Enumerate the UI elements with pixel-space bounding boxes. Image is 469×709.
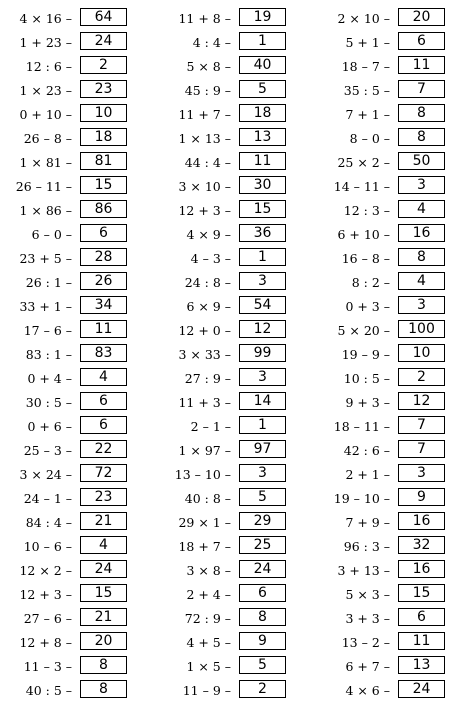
problem-row — [0, 224, 150, 248]
problem-row — [0, 32, 150, 56]
problem-row — [0, 104, 150, 128]
answer-box: 26 — [80, 272, 127, 290]
problem-expression: 17 – 6 – — [23, 323, 72, 338]
answer-box: 8 — [398, 128, 445, 146]
problem-expression: 8 – 0 – — [349, 131, 390, 146]
problem-expression: 4 × 6 – — [345, 683, 390, 698]
answer-box: 6 — [398, 32, 445, 50]
problem-row — [318, 608, 468, 632]
answer-box: 3 — [239, 464, 286, 482]
problem-expression: 18 – 7 – — [341, 59, 390, 74]
problem-row — [159, 176, 309, 200]
problem-expression: 40 : 8 – — [184, 491, 231, 506]
problem-expression: 5 × 8 – — [186, 59, 231, 74]
problem-row — [159, 392, 309, 416]
answer-box: 16 — [398, 560, 445, 578]
problem-row — [0, 368, 150, 392]
answer-box: 50 — [398, 152, 445, 170]
answer-box: 13 — [239, 128, 286, 146]
problem-expression: 24 : 8 – — [184, 275, 231, 290]
answer-box: 7 — [398, 416, 445, 434]
problem-row — [318, 152, 468, 176]
problem-column-1 — [0, 8, 150, 704]
answer-box: 22 — [80, 440, 127, 458]
answer-box: 8 — [80, 656, 127, 674]
problem-expression: 96 : 3 – — [343, 539, 390, 554]
answer-box: 5 — [239, 80, 286, 98]
problem-expression: 13 – 10 – — [174, 467, 231, 482]
problem-row — [159, 584, 309, 608]
problem-expression: 3 × 33 – — [178, 347, 231, 362]
problem-expression: 1 × 86 – — [19, 203, 72, 218]
problem-row — [318, 200, 468, 224]
problem-row — [318, 536, 468, 560]
problem-expression: 10 – 6 – — [23, 539, 72, 554]
problem-row — [159, 200, 309, 224]
answer-box: 6 — [239, 584, 286, 602]
answer-box: 9 — [239, 632, 286, 650]
answer-box: 3 — [239, 368, 286, 386]
problem-row — [0, 608, 150, 632]
problem-expression: 3 + 13 – — [337, 563, 390, 578]
problem-expression: 10 : 5 – — [343, 371, 390, 386]
answer-box: 8 — [239, 608, 286, 626]
problem-expression: 0 + 3 – — [345, 299, 390, 314]
answer-box: 21 — [80, 512, 127, 530]
problem-expression: 2 × 10 – — [337, 11, 390, 26]
problem-row — [159, 608, 309, 632]
problem-row — [318, 344, 468, 368]
problem-row — [159, 632, 309, 656]
problem-expression: 5 × 3 – — [345, 587, 390, 602]
problem-row — [318, 584, 468, 608]
answer-box: 11 — [398, 56, 445, 74]
answer-box: 8 — [80, 680, 127, 698]
problem-row — [318, 512, 468, 536]
problem-expression: 0 + 6 – — [27, 419, 72, 434]
problem-row — [0, 344, 150, 368]
problem-row — [0, 152, 150, 176]
problem-expression: 6 × 9 – — [186, 299, 231, 314]
problem-expression: 12 × 2 – — [19, 563, 72, 578]
answer-box: 20 — [80, 632, 127, 650]
problem-expression: 3 × 24 – — [19, 467, 72, 482]
problem-expression: 4 + 5 – — [186, 635, 231, 650]
answer-box: 100 — [398, 320, 445, 338]
answer-box: 23 — [80, 80, 127, 98]
problem-expression: 7 + 9 – — [345, 515, 390, 530]
answer-box: 7 — [398, 440, 445, 458]
answer-box: 72 — [80, 464, 127, 482]
problem-row — [318, 464, 468, 488]
problem-row — [318, 104, 468, 128]
problem-row — [318, 632, 468, 656]
answer-box: 12 — [398, 392, 445, 410]
problem-expression: 19 – 10 – — [333, 491, 390, 506]
problem-row — [0, 248, 150, 272]
answer-box: 4 — [80, 368, 127, 386]
problem-row — [159, 656, 309, 680]
problem-row — [318, 176, 468, 200]
problem-row — [0, 656, 150, 680]
answer-box: 34 — [80, 296, 127, 314]
answer-box: 40 — [239, 56, 286, 74]
problem-expression: 29 × 1 – — [178, 515, 231, 530]
problem-row — [318, 248, 468, 272]
answer-box: 14 — [239, 392, 286, 410]
problem-expression: 30 : 5 – — [25, 395, 72, 410]
problem-expression: 18 – 11 – — [333, 419, 390, 434]
problem-expression: 11 – 3 – — [23, 659, 72, 674]
answer-box: 32 — [398, 536, 445, 554]
problem-row — [159, 272, 309, 296]
problem-expression: 7 + 1 – — [345, 107, 390, 122]
problem-expression: 27 : 9 – — [184, 371, 231, 386]
problem-row — [159, 560, 309, 584]
problem-expression: 72 : 9 – — [184, 611, 231, 626]
answer-box: 10 — [80, 104, 127, 122]
answer-box: 99 — [239, 344, 286, 362]
answer-box: 15 — [80, 176, 127, 194]
problem-expression: 40 : 5 – — [25, 683, 72, 698]
problem-row — [0, 464, 150, 488]
problem-expression: 25 × 2 – — [337, 155, 390, 170]
answer-box: 54 — [239, 296, 286, 314]
problem-expression: 33 + 1 – — [19, 299, 72, 314]
problem-row — [0, 200, 150, 224]
answer-box: 23 — [80, 488, 127, 506]
answer-box: 83 — [80, 344, 127, 362]
problem-row — [159, 296, 309, 320]
problem-row — [0, 536, 150, 560]
problem-expression: 1 × 5 – — [186, 659, 231, 674]
answer-box: 15 — [398, 584, 445, 602]
problem-expression: 11 – 9 – — [182, 683, 231, 698]
answer-box: 64 — [80, 8, 127, 26]
problem-expression: 4 × 16 – — [19, 11, 72, 26]
answer-box: 6 — [398, 608, 445, 626]
problem-row — [0, 56, 150, 80]
answer-box: 5 — [239, 656, 286, 674]
problem-row — [0, 176, 150, 200]
answer-box: 11 — [239, 152, 286, 170]
problem-expression: 1 × 81 – — [19, 155, 72, 170]
problem-expression: 4 – 3 – — [190, 251, 231, 266]
problem-row — [318, 8, 468, 32]
answer-box: 18 — [239, 104, 286, 122]
answer-box: 11 — [398, 632, 445, 650]
problem-row — [159, 104, 309, 128]
problem-row — [159, 488, 309, 512]
problem-row — [159, 368, 309, 392]
answer-box: 6 — [80, 224, 127, 242]
problem-row — [0, 296, 150, 320]
problem-row — [159, 416, 309, 440]
answer-box: 10 — [398, 344, 445, 362]
answer-box: 12 — [239, 320, 286, 338]
problem-row — [159, 8, 309, 32]
problem-row — [0, 560, 150, 584]
problem-expression: 2 + 1 – — [345, 467, 390, 482]
problem-row — [159, 248, 309, 272]
answer-box: 24 — [398, 680, 445, 698]
problem-expression: 4 : 4 – — [192, 35, 231, 50]
answer-box: 19 — [239, 8, 286, 26]
answer-box: 24 — [80, 32, 127, 50]
problem-row — [318, 416, 468, 440]
problem-expression: 0 + 4 – — [27, 371, 72, 386]
problem-row — [159, 32, 309, 56]
problem-row — [318, 32, 468, 56]
problem-expression: 5 × 20 – — [337, 323, 390, 338]
problem-row — [0, 632, 150, 656]
answer-box: 2 — [239, 680, 286, 698]
answer-box: 81 — [80, 152, 127, 170]
problem-row — [0, 80, 150, 104]
problem-expression: 5 + 1 – — [345, 35, 390, 50]
problem-row — [318, 224, 468, 248]
problem-expression: 9 + 3 – — [345, 395, 390, 410]
answer-box: 28 — [80, 248, 127, 266]
answer-box: 15 — [80, 584, 127, 602]
problem-expression: 26 – 11 – — [15, 179, 72, 194]
problem-expression: 14 – 11 – — [333, 179, 390, 194]
problem-expression: 26 : 1 – — [25, 275, 72, 290]
problem-row — [318, 488, 468, 512]
problem-expression: 4 × 9 – — [186, 227, 231, 242]
problem-expression: 23 + 5 – — [19, 251, 72, 266]
answer-box: 1 — [239, 248, 286, 266]
answer-box: 30 — [239, 176, 286, 194]
answer-box: 4 — [398, 272, 445, 290]
problem-row — [0, 320, 150, 344]
problem-row — [159, 464, 309, 488]
problem-expression: 2 – 1 – — [190, 419, 231, 434]
problem-column-2 — [159, 8, 309, 704]
answer-box: 6 — [80, 416, 127, 434]
answer-box: 4 — [80, 536, 127, 554]
problem-expression: 26 – 8 – — [23, 131, 72, 146]
problem-row — [159, 320, 309, 344]
answer-box: 20 — [398, 8, 445, 26]
problem-row — [0, 272, 150, 296]
problem-row — [318, 296, 468, 320]
problem-row — [318, 80, 468, 104]
problem-row — [0, 584, 150, 608]
problem-row — [0, 416, 150, 440]
problem-expression: 83 : 1 – — [25, 347, 72, 362]
answer-box: 2 — [398, 368, 445, 386]
problem-expression: 44 : 4 – — [184, 155, 231, 170]
answer-box: 29 — [239, 512, 286, 530]
answer-box: 7 — [398, 80, 445, 98]
answer-box: 8 — [398, 104, 445, 122]
problem-expression: 1 + 23 – — [19, 35, 72, 50]
answer-box: 11 — [80, 320, 127, 338]
problem-row — [318, 320, 468, 344]
answer-box: 16 — [398, 512, 445, 530]
problem-row — [159, 512, 309, 536]
problem-expression: 16 – 8 – — [341, 251, 390, 266]
problem-column-3 — [318, 8, 468, 704]
answer-box: 25 — [239, 536, 286, 554]
problem-expression: 6 + 7 – — [345, 659, 390, 674]
answer-box: 13 — [398, 656, 445, 674]
problem-expression: 8 : 2 – — [351, 275, 390, 290]
answer-box: 3 — [398, 464, 445, 482]
answer-box: 6 — [80, 392, 127, 410]
problem-row — [159, 680, 309, 704]
problem-row — [318, 56, 468, 80]
answer-box: 3 — [398, 176, 445, 194]
answer-box: 9 — [398, 488, 445, 506]
problem-row — [159, 536, 309, 560]
answer-box: 2 — [80, 56, 127, 74]
problem-row — [318, 560, 468, 584]
problem-expression: 45 : 9 – — [184, 83, 231, 98]
problem-row — [0, 680, 150, 704]
problem-row — [318, 128, 468, 152]
problem-row — [318, 368, 468, 392]
problem-expression: 3 + 3 – — [345, 611, 390, 626]
problem-row — [0, 128, 150, 152]
problem-expression: 0 + 10 – — [19, 107, 72, 122]
problem-row — [318, 392, 468, 416]
problem-expression: 1 × 97 – — [178, 443, 231, 458]
problem-expression: 11 + 7 – — [178, 107, 231, 122]
problem-expression: 1 × 23 – — [19, 83, 72, 98]
problem-row — [318, 656, 468, 680]
answer-box: 24 — [80, 560, 127, 578]
answer-box: 3 — [398, 296, 445, 314]
answer-box: 15 — [239, 200, 286, 218]
problem-row — [318, 272, 468, 296]
problem-row — [159, 152, 309, 176]
problem-expression: 12 : 3 – — [343, 203, 390, 218]
answer-box: 21 — [80, 608, 127, 626]
problem-row — [318, 680, 468, 704]
problem-expression: 24 – 1 – — [23, 491, 72, 506]
problem-row — [159, 344, 309, 368]
answer-box: 97 — [239, 440, 286, 458]
problem-row — [0, 488, 150, 512]
answer-box: 16 — [398, 224, 445, 242]
problem-row — [0, 392, 150, 416]
problem-expression: 12 + 8 – — [19, 635, 72, 650]
problem-expression: 18 + 7 – — [178, 539, 231, 554]
problem-expression: 27 – 6 – — [23, 611, 72, 626]
problem-expression: 3 × 10 – — [178, 179, 231, 194]
answer-box: 5 — [239, 488, 286, 506]
problem-expression: 6 + 10 – — [337, 227, 390, 242]
problem-expression: 3 × 8 – — [186, 563, 231, 578]
problem-expression: 12 + 3 – — [19, 587, 72, 602]
problem-expression: 6 – 0 – — [31, 227, 72, 242]
problem-expression: 42 : 6 – — [343, 443, 390, 458]
problem-expression: 11 + 3 – — [178, 395, 231, 410]
answer-box: 86 — [80, 200, 127, 218]
problem-expression: 12 + 0 – — [178, 323, 231, 338]
answer-box: 3 — [239, 272, 286, 290]
problem-row — [0, 8, 150, 32]
problem-row — [0, 440, 150, 464]
problem-expression: 19 – 9 – — [341, 347, 390, 362]
problem-expression: 1 × 13 – — [178, 131, 231, 146]
answer-box: 8 — [398, 248, 445, 266]
answer-box: 1 — [239, 32, 286, 50]
problem-row — [159, 440, 309, 464]
problem-row — [318, 440, 468, 464]
problem-expression: 12 : 6 – — [25, 59, 72, 74]
problem-expression: 12 + 3 – — [178, 203, 231, 218]
problem-row — [159, 128, 309, 152]
problem-expression: 2 + 4 – — [186, 587, 231, 602]
problem-expression: 84 : 4 – — [25, 515, 72, 530]
answer-box: 4 — [398, 200, 445, 218]
answer-box: 18 — [80, 128, 127, 146]
answer-box: 24 — [239, 560, 286, 578]
answer-box: 1 — [239, 416, 286, 434]
problem-row — [159, 80, 309, 104]
problem-expression: 25 – 3 – — [23, 443, 72, 458]
problem-row — [0, 512, 150, 536]
problem-row — [159, 56, 309, 80]
problem-expression: 11 + 8 – — [178, 11, 231, 26]
problem-expression: 13 – 2 – — [341, 635, 390, 650]
problem-row — [159, 224, 309, 248]
answer-box: 36 — [239, 224, 286, 242]
problem-expression: 35 : 5 – — [343, 83, 390, 98]
